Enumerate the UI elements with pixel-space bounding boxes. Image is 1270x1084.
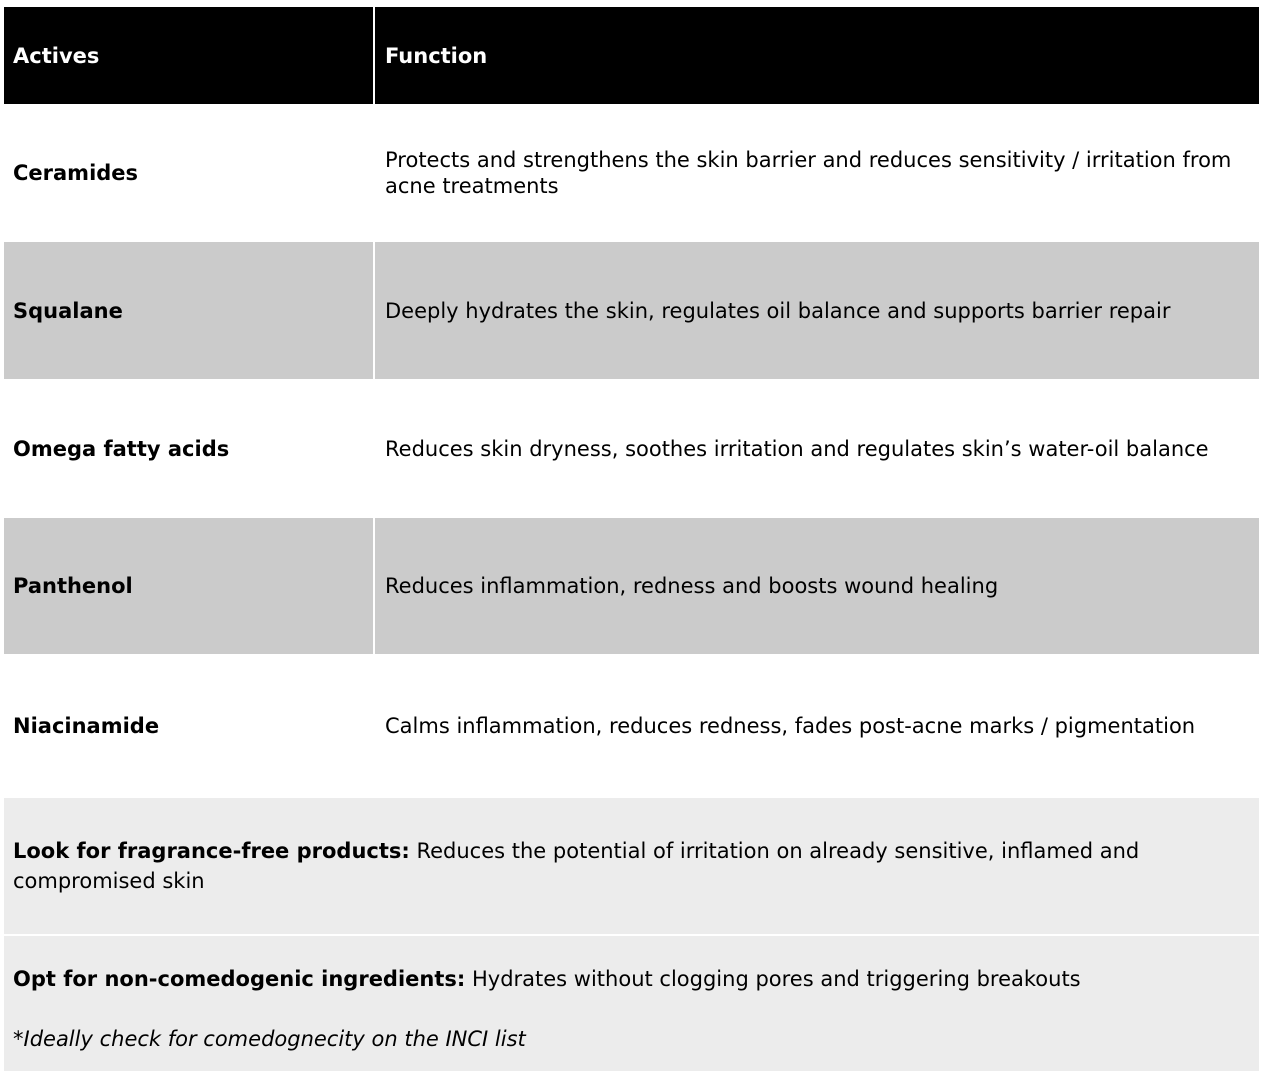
tip-title: Opt for non-comedogenic ingredients: (13, 967, 466, 991)
table-row (4, 242, 1259, 379)
active-name: Panthenol (13, 574, 133, 598)
table-row (4, 654, 1259, 798)
actives-table (4, 7, 1259, 798)
active-function: Reduces skin dryness, soothes irritation and regulates skin’s water-oil balance (385, 436, 1209, 461)
tip-body: Hydrates without clogging pores and triggering breakouts (465, 967, 1081, 991)
table-row (4, 104, 1259, 242)
active-function: Protects and strengthens the skin barrier and reduces sensitivity / irritation from acne treatments (385, 148, 1232, 198)
tip-text (13, 836, 1239, 896)
active-function: Deeply hydrates the skin, regulates oil balance and supports barrier repair (385, 298, 1171, 323)
tip-fragrance-free (4, 798, 1259, 934)
tip-non-comedogenic (4, 936, 1259, 1071)
tip-title: Look for fragrance-free products: (13, 839, 410, 863)
header-actives: Actives (13, 43, 100, 68)
table-header-row (4, 7, 1259, 104)
header-function: Function (385, 43, 488, 68)
table-row (4, 379, 1259, 518)
active-name: Omega fatty acids (13, 436, 230, 461)
tip-body: Reduces the potential of irritation on already sensitive, inflamed and compromised skin (13, 839, 1140, 893)
active-name: Ceramides (13, 161, 139, 185)
active-function: Calms inflammation, reduces redness, fades post-acne marks / pigmentation (385, 714, 1196, 738)
inci-note: *Ideally check for comedognecity on the INCI list (13, 1027, 526, 1051)
active-name: Squalane (13, 298, 123, 323)
active-name: Niacinamide (13, 714, 160, 738)
active-function: Reduces inflammation, redness and boosts wound healing (385, 574, 999, 598)
table-row (4, 518, 1259, 654)
tip-text (13, 964, 1239, 994)
